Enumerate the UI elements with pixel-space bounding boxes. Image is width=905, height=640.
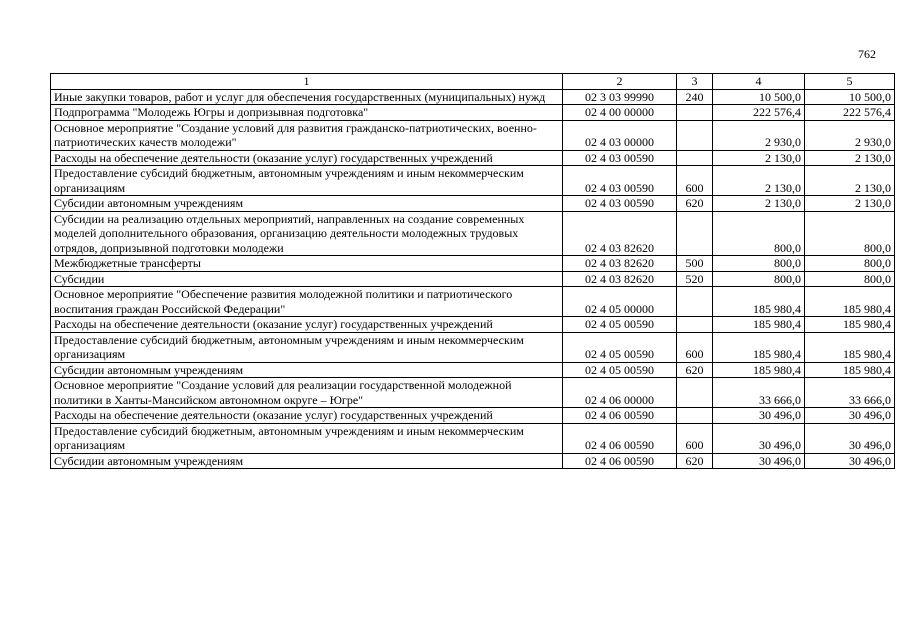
expense-type-cell: 600 xyxy=(677,423,713,453)
header-cell: 1 xyxy=(51,74,563,90)
table-body xyxy=(51,89,895,469)
expense-type-cell xyxy=(677,105,713,121)
header-cell: 3 xyxy=(677,74,713,90)
item-name-cell: Расходы на обеспечение деятельности (оказание услуг) государственных учреждений xyxy=(51,408,563,424)
expense-type-cell: 600 xyxy=(677,166,713,196)
expense-type-cell: 620 xyxy=(677,362,713,378)
item-name-cell: Субсидии xyxy=(51,271,563,287)
table-row xyxy=(51,166,895,196)
table-row xyxy=(51,378,895,408)
item-name-cell: Субсидии автономным учреждениям xyxy=(51,362,563,378)
table-row xyxy=(51,408,895,424)
item-name-cell: Подпрограмма "Молодежь Югры и допризывная подготовка" xyxy=(51,105,563,121)
header-cell: 4 xyxy=(713,74,805,90)
amount-col4-cell: 2 130,0 xyxy=(713,166,805,196)
amount-col4-cell: 185 980,4 xyxy=(713,332,805,362)
amount-col4-cell: 800,0 xyxy=(713,271,805,287)
table-row xyxy=(51,256,895,272)
amount-col5-cell: 185 980,4 xyxy=(805,362,895,378)
table-row xyxy=(51,271,895,287)
table-row xyxy=(51,287,895,317)
classification-code-cell: 02 4 03 00590 xyxy=(563,196,677,212)
item-name-cell: Предоставление субсидий бюджетным, автономным учреждениям и иным некоммерческим организациям xyxy=(51,332,563,362)
item-name-cell: Основное мероприятие "Создание условий для реализации государственной молодежной политики в Ханты-Мансийском автономном округе – Югре" xyxy=(51,378,563,408)
expense-type-cell: 620 xyxy=(677,196,713,212)
amount-col5-cell: 30 496,0 xyxy=(805,408,895,424)
item-name-cell: Основное мероприятие "Обеспечение развития молодежной политики и патриотического воспитания граждан Российской Федерации" xyxy=(51,287,563,317)
expense-type-cell xyxy=(677,211,713,256)
budget-table xyxy=(50,73,895,469)
classification-code-cell: 02 4 03 82620 xyxy=(563,211,677,256)
expense-type-cell xyxy=(677,287,713,317)
amount-col4-cell: 2 930,0 xyxy=(713,120,805,150)
amount-col5-cell: 2 930,0 xyxy=(805,120,895,150)
amount-col5-cell: 800,0 xyxy=(805,211,895,256)
amount-col5-cell: 33 666,0 xyxy=(805,378,895,408)
amount-col5-cell: 222 576,4 xyxy=(805,105,895,121)
amount-col5-cell: 10 500,0 xyxy=(805,89,895,105)
expense-type-cell: 520 xyxy=(677,271,713,287)
amount-col4-cell: 185 980,4 xyxy=(713,362,805,378)
amount-col5-cell: 2 130,0 xyxy=(805,166,895,196)
classification-code-cell: 02 4 05 00000 xyxy=(563,287,677,317)
table-row xyxy=(51,317,895,333)
item-name-cell: Субсидии автономным учреждениям xyxy=(51,453,563,469)
header-cell: 2 xyxy=(563,74,677,90)
table-row xyxy=(51,196,895,212)
classification-code-cell: 02 4 03 00590 xyxy=(563,166,677,196)
amount-col5-cell: 185 980,4 xyxy=(805,332,895,362)
table-row xyxy=(51,120,895,150)
classification-code-cell: 02 4 05 00590 xyxy=(563,332,677,362)
expense-type-cell xyxy=(677,317,713,333)
table-row xyxy=(51,150,895,166)
amount-col4-cell: 30 496,0 xyxy=(713,408,805,424)
amount-col4-cell: 185 980,4 xyxy=(713,287,805,317)
amount-col5-cell: 800,0 xyxy=(805,271,895,287)
page-number: 762 xyxy=(858,47,876,61)
amount-col5-cell: 30 496,0 xyxy=(805,453,895,469)
classification-code-cell: 02 4 06 00590 xyxy=(563,453,677,469)
expense-type-cell xyxy=(677,408,713,424)
table-row xyxy=(51,105,895,121)
amount-col5-cell: 30 496,0 xyxy=(805,423,895,453)
classification-code-cell: 02 4 03 82620 xyxy=(563,271,677,287)
amount-col4-cell: 10 500,0 xyxy=(713,89,805,105)
expense-type-cell xyxy=(677,150,713,166)
classification-code-cell: 02 4 05 00590 xyxy=(563,317,677,333)
amount-col5-cell: 185 980,4 xyxy=(805,317,895,333)
amount-col4-cell: 222 576,4 xyxy=(713,105,805,121)
amount-col4-cell: 2 130,0 xyxy=(713,196,805,212)
classification-code-cell: 02 4 06 00000 xyxy=(563,378,677,408)
expense-type-cell: 240 xyxy=(677,89,713,105)
item-name-cell: Субсидии автономным учреждениям xyxy=(51,196,563,212)
amount-col4-cell: 800,0 xyxy=(713,256,805,272)
item-name-cell: Межбюджетные трансферты xyxy=(51,256,563,272)
item-name-cell: Основное мероприятие "Создание условий для развития гражданско-патриотических, военно-патриотических качеств молодежи" xyxy=(51,120,563,150)
amount-col5-cell: 185 980,4 xyxy=(805,287,895,317)
table-row xyxy=(51,423,895,453)
classification-code-cell: 02 4 03 00000 xyxy=(563,120,677,150)
classification-code-cell: 02 4 00 00000 xyxy=(563,105,677,121)
item-name-cell: Предоставление субсидий бюджетным, автономным учреждениям и иным некоммерческим организациям xyxy=(51,166,563,196)
classification-code-cell: 02 4 05 00590 xyxy=(563,362,677,378)
header-cell: 5 xyxy=(805,74,895,90)
amount-col4-cell: 30 496,0 xyxy=(713,423,805,453)
classification-code-cell: 02 4 06 00590 xyxy=(563,408,677,424)
table-row xyxy=(51,332,895,362)
item-name-cell: Иные закупки товаров, работ и услуг для обеспечения государственных (муниципальных) нужд xyxy=(51,89,563,105)
amount-col4-cell: 33 666,0 xyxy=(713,378,805,408)
expense-type-cell: 620 xyxy=(677,453,713,469)
amount-col4-cell: 30 496,0 xyxy=(713,453,805,469)
item-name-cell: Субсидии на реализацию отдельных мероприятий, направленных на создание современных моделей дополнительного образования, организацию деятельности молодежных трудовых отрядов, допризывной подготовки молодежи xyxy=(51,211,563,256)
amount-col5-cell: 800,0 xyxy=(805,256,895,272)
item-name-cell: Расходы на обеспечение деятельности (оказание услуг) государственных учреждений xyxy=(51,150,563,166)
classification-code-cell: 02 4 03 00590 xyxy=(563,150,677,166)
amount-col4-cell: 185 980,4 xyxy=(713,317,805,333)
amount-col4-cell: 800,0 xyxy=(713,211,805,256)
expense-type-cell: 500 xyxy=(677,256,713,272)
expense-type-cell xyxy=(677,378,713,408)
amount-col5-cell: 2 130,0 xyxy=(805,150,895,166)
classification-code-cell: 02 4 06 00590 xyxy=(563,423,677,453)
table-row xyxy=(51,89,895,105)
classification-code-cell: 02 4 03 82620 xyxy=(563,256,677,272)
table-row xyxy=(51,211,895,256)
table-row xyxy=(51,453,895,469)
item-name-cell: Расходы на обеспечение деятельности (оказание услуг) государственных учреждений xyxy=(51,317,563,333)
amount-col4-cell: 2 130,0 xyxy=(713,150,805,166)
table-header-row xyxy=(51,74,895,90)
item-name-cell: Предоставление субсидий бюджетным, автономным учреждениям и иным некоммерческим организациям xyxy=(51,423,563,453)
amount-col5-cell: 2 130,0 xyxy=(805,196,895,212)
expense-type-cell xyxy=(677,120,713,150)
table-row xyxy=(51,362,895,378)
classification-code-cell: 02 3 03 99990 xyxy=(563,89,677,105)
expense-type-cell: 600 xyxy=(677,332,713,362)
